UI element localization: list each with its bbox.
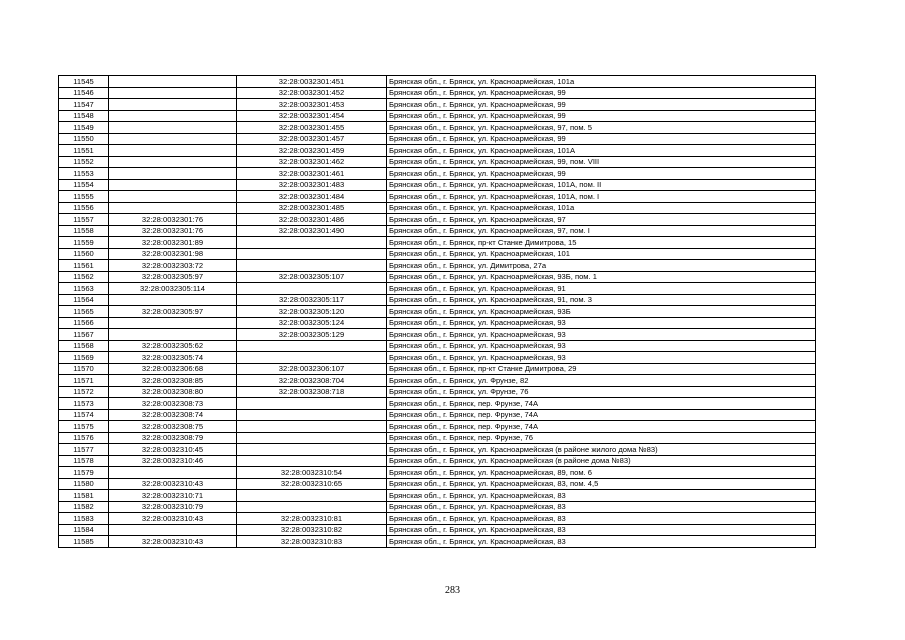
table-row xyxy=(59,432,816,444)
building-cadastral-number-cell: 32:28:0032306:107 xyxy=(237,363,387,375)
land-plot-cadastral-number-cell xyxy=(109,329,237,341)
address-cell: Брянская обл., г. Брянск, ул. Красноармейская, 89, пом. 6 xyxy=(387,467,816,479)
building-cadastral-number-cell: 32:28:0032301:483 xyxy=(237,179,387,191)
row-number-cell: 11552 xyxy=(59,156,109,168)
address-cell: Брянская обл., г. Брянск, пер. Фрунзе, 74А xyxy=(387,398,816,410)
land-plot-cadastral-number-cell: 32:28:0032305:62 xyxy=(109,340,237,352)
address-cell: Брянская обл., г. Брянск, ул. Красноармейская (в районе дома №83) xyxy=(387,455,816,467)
building-cadastral-number-cell xyxy=(237,432,387,444)
building-cadastral-number-cell: 32:28:0032308:718 xyxy=(237,386,387,398)
building-cadastral-number-cell: 32:28:0032310:54 xyxy=(237,467,387,479)
table-row xyxy=(59,225,816,237)
land-plot-cadastral-number-cell xyxy=(109,294,237,306)
table-row xyxy=(59,409,816,421)
building-cadastral-number-cell: 32:28:0032310:65 xyxy=(237,478,387,490)
address-cell: Брянская обл., г. Брянск, ул. Красноармейская, 83 xyxy=(387,524,816,536)
table-row xyxy=(59,294,816,306)
table-row xyxy=(59,87,816,99)
land-plot-cadastral-number-cell: 32:28:0032305:74 xyxy=(109,352,237,364)
address-cell: Брянская обл., г. Брянск, ул. Красноармейская, 97, пом. 5 xyxy=(387,122,816,134)
building-cadastral-number-cell xyxy=(237,398,387,410)
land-plot-cadastral-number-cell: 32:28:0032308:74 xyxy=(109,409,237,421)
address-cell: Брянская обл., г. Брянск, ул. Красноармейская, 99 xyxy=(387,99,816,111)
table-row xyxy=(59,455,816,467)
address-cell: Брянская обл., г. Брянск, ул. Красноармейская, 101А, пом. II xyxy=(387,179,816,191)
land-plot-cadastral-number-cell xyxy=(109,202,237,214)
table-row xyxy=(59,191,816,203)
address-cell: Брянская обл., г. Брянск, ул. Красноармейская, 93 xyxy=(387,329,816,341)
building-cadastral-number-cell: 32:28:0032301:454 xyxy=(237,110,387,122)
row-number-cell: 11551 xyxy=(59,145,109,157)
table-row xyxy=(59,375,816,387)
building-cadastral-number-cell: 32:28:0032301:490 xyxy=(237,225,387,237)
row-number-cell: 11578 xyxy=(59,455,109,467)
building-cadastral-number-cell xyxy=(237,260,387,272)
building-cadastral-number-cell xyxy=(237,352,387,364)
row-number-cell: 11585 xyxy=(59,536,109,548)
building-cadastral-number-cell: 32:28:0032301:455 xyxy=(237,122,387,134)
address-cell: Брянская обл., г. Брянск, ул. Красноармейская, 101а xyxy=(387,202,816,214)
land-plot-cadastral-number-cell: 32:28:0032305:97 xyxy=(109,306,237,318)
row-number-cell: 11557 xyxy=(59,214,109,226)
land-plot-cadastral-number-cell: 32:28:0032301:98 xyxy=(109,248,237,260)
building-cadastral-number-cell xyxy=(237,340,387,352)
address-cell: Брянская обл., г. Брянск, ул. Красноармейская, 83, пом. 4,5 xyxy=(387,478,816,490)
land-plot-cadastral-number-cell xyxy=(109,133,237,145)
address-cell: Брянская обл., г. Брянск, ул. Димитрова, 27а xyxy=(387,260,816,272)
building-cadastral-number-cell: 32:28:0032301:452 xyxy=(237,87,387,99)
address-cell: Брянская обл., г. Брянск, ул. Красноармейская, 91 xyxy=(387,283,816,295)
row-number-cell: 11561 xyxy=(59,260,109,272)
row-number-cell: 11548 xyxy=(59,110,109,122)
land-plot-cadastral-number-cell: 32:28:0032303:72 xyxy=(109,260,237,272)
address-cell: Брянская обл., г. Брянск, ул. Красноармейская, 93 xyxy=(387,352,816,364)
address-cell: Брянская обл., г. Брянск, ул. Красноармейская, 83 xyxy=(387,536,816,548)
building-cadastral-number-cell: 32:28:0032305:120 xyxy=(237,306,387,318)
address-cell: Брянская обл., г. Брянск, ул. Красноармейская, 93 xyxy=(387,340,816,352)
row-number-cell: 11564 xyxy=(59,294,109,306)
land-plot-cadastral-number-cell: 32:28:0032310:79 xyxy=(109,501,237,513)
table-row xyxy=(59,214,816,226)
building-cadastral-number-cell: 32:28:0032301:461 xyxy=(237,168,387,180)
land-plot-cadastral-number-cell: 32:28:0032308:85 xyxy=(109,375,237,387)
row-number-cell: 11545 xyxy=(59,76,109,88)
row-number-cell: 11558 xyxy=(59,225,109,237)
building-cadastral-number-cell xyxy=(237,409,387,421)
land-plot-cadastral-number-cell xyxy=(109,122,237,134)
table-row xyxy=(59,145,816,157)
table-row xyxy=(59,329,816,341)
land-plot-cadastral-number-cell: 32:28:0032310:43 xyxy=(109,478,237,490)
row-number-cell: 11555 xyxy=(59,191,109,203)
building-cadastral-number-cell: 32:28:0032305:117 xyxy=(237,294,387,306)
row-number-cell: 11559 xyxy=(59,237,109,249)
row-number-cell: 11566 xyxy=(59,317,109,329)
table-row xyxy=(59,99,816,111)
building-cadastral-number-cell xyxy=(237,455,387,467)
building-cadastral-number-cell: 32:28:0032308:704 xyxy=(237,375,387,387)
land-plot-cadastral-number-cell: 32:28:0032310:43 xyxy=(109,513,237,525)
building-cadastral-number-cell xyxy=(237,444,387,456)
address-cell: Брянская обл., г. Брянск, ул. Красноармейская, 99 xyxy=(387,168,816,180)
table-row xyxy=(59,386,816,398)
land-plot-cadastral-number-cell: 32:28:0032308:73 xyxy=(109,398,237,410)
table-row xyxy=(59,490,816,502)
row-number-cell: 11580 xyxy=(59,478,109,490)
table-row xyxy=(59,248,816,260)
land-plot-cadastral-number-cell: 32:28:0032308:75 xyxy=(109,421,237,433)
table-row xyxy=(59,122,816,134)
address-cell: Брянская обл., г. Брянск, ул. Красноармейская, 101А xyxy=(387,145,816,157)
table-row xyxy=(59,478,816,490)
table-row xyxy=(59,398,816,410)
land-plot-cadastral-number-cell xyxy=(109,168,237,180)
land-plot-cadastral-number-cell: 32:28:0032308:80 xyxy=(109,386,237,398)
land-plot-cadastral-number-cell: 32:28:0032306:68 xyxy=(109,363,237,375)
table-row xyxy=(59,467,816,479)
address-cell: Брянская обл., г. Брянск, ул. Красноармейская, 97 xyxy=(387,214,816,226)
address-cell: Брянская обл., г. Брянск, ул. Красноармейская, 101 xyxy=(387,248,816,260)
row-number-cell: 11577 xyxy=(59,444,109,456)
row-number-cell: 11560 xyxy=(59,248,109,260)
address-cell: Брянская обл., г. Брянск, ул. Фрунзе, 76 xyxy=(387,386,816,398)
row-number-cell: 11570 xyxy=(59,363,109,375)
table-row xyxy=(59,283,816,295)
row-number-cell: 11572 xyxy=(59,386,109,398)
address-cell: Брянская обл., г. Брянск, пер. Фрунзе, 74А xyxy=(387,421,816,433)
land-plot-cadastral-number-cell: 32:28:0032310:45 xyxy=(109,444,237,456)
address-cell: Брянская обл., г. Брянск, ул. Красноармейская, 99, пом. VIII xyxy=(387,156,816,168)
land-plot-cadastral-number-cell: 32:28:0032301:89 xyxy=(109,237,237,249)
table-row xyxy=(59,317,816,329)
address-cell: Брянская обл., г. Брянск, ул. Красноармейская, 93Б, пом. 1 xyxy=(387,271,816,283)
land-plot-cadastral-number-cell: 32:28:0032310:46 xyxy=(109,455,237,467)
land-plot-cadastral-number-cell: 32:28:0032305:114 xyxy=(109,283,237,295)
row-number-cell: 11579 xyxy=(59,467,109,479)
building-cadastral-number-cell xyxy=(237,237,387,249)
address-cell: Брянская обл., г. Брянск, ул. Красноармейская, 93Б xyxy=(387,306,816,318)
building-cadastral-number-cell xyxy=(237,421,387,433)
row-number-cell: 11576 xyxy=(59,432,109,444)
row-number-cell: 11563 xyxy=(59,283,109,295)
building-cadastral-number-cell: 32:28:0032301:485 xyxy=(237,202,387,214)
row-number-cell: 11581 xyxy=(59,490,109,502)
address-cell: Брянская обл., г. Брянск, ул. Красноармейская, 83 xyxy=(387,501,816,513)
row-number-cell: 11569 xyxy=(59,352,109,364)
table-row xyxy=(59,306,816,318)
table-row xyxy=(59,156,816,168)
building-cadastral-number-cell: 32:28:0032305:124 xyxy=(237,317,387,329)
land-plot-cadastral-number-cell xyxy=(109,110,237,122)
land-plot-cadastral-number-cell xyxy=(109,156,237,168)
row-number-cell: 11573 xyxy=(59,398,109,410)
row-number-cell: 11575 xyxy=(59,421,109,433)
table-row xyxy=(59,237,816,249)
building-cadastral-number-cell: 32:28:0032301:484 xyxy=(237,191,387,203)
address-cell: Брянская обл., г. Брянск, пер. Фрунзе, 76 xyxy=(387,432,816,444)
row-number-cell: 11553 xyxy=(59,168,109,180)
table-row xyxy=(59,501,816,513)
land-plot-cadastral-number-cell xyxy=(109,179,237,191)
land-plot-cadastral-number-cell xyxy=(109,524,237,536)
address-cell: Брянская обл., г. Брянск, ул. Красноармейская, 99 xyxy=(387,110,816,122)
address-cell: Брянская обл., г. Брянск, ул. Красноармейская, 93 xyxy=(387,317,816,329)
address-cell: Брянская обл., г. Брянск, ул. Красноармейская (в районе жилого дома №83) xyxy=(387,444,816,456)
row-number-cell: 11565 xyxy=(59,306,109,318)
table-row xyxy=(59,76,816,88)
address-cell: Брянская обл., г. Брянск, ул. Красноармейская, 97, пом. I xyxy=(387,225,816,237)
row-number-cell: 11547 xyxy=(59,99,109,111)
row-number-cell: 11556 xyxy=(59,202,109,214)
land-plot-cadastral-number-cell xyxy=(109,99,237,111)
table-row xyxy=(59,363,816,375)
land-plot-cadastral-number-cell: 32:28:0032310:43 xyxy=(109,536,237,548)
address-cell: Брянская обл., г. Брянск, ул. Красноармейская, 101А, пом. I xyxy=(387,191,816,203)
address-cell: Брянская обл., г. Брянск, ул. Красноармейская, 83 xyxy=(387,513,816,525)
table-row xyxy=(59,421,816,433)
row-number-cell: 11546 xyxy=(59,87,109,99)
address-cell: Брянская обл., г. Брянск, пр-кт Станке Димитрова, 29 xyxy=(387,363,816,375)
land-plot-cadastral-number-cell xyxy=(109,191,237,203)
table-row xyxy=(59,444,816,456)
table-row xyxy=(59,513,816,525)
building-cadastral-number-cell xyxy=(237,501,387,513)
address-cell: Брянская обл., г. Брянск, пер. Фрунзе, 74А xyxy=(387,409,816,421)
land-plot-cadastral-number-cell: 32:28:0032301:76 xyxy=(109,225,237,237)
table-row xyxy=(59,202,816,214)
building-cadastral-number-cell: 32:28:0032301:457 xyxy=(237,133,387,145)
row-number-cell: 11574 xyxy=(59,409,109,421)
land-plot-cadastral-number-cell: 32:28:0032301:76 xyxy=(109,214,237,226)
row-number-cell: 11582 xyxy=(59,501,109,513)
cadastral-table xyxy=(58,75,816,548)
row-number-cell: 11550 xyxy=(59,133,109,145)
row-number-cell: 11571 xyxy=(59,375,109,387)
table-body xyxy=(59,76,816,548)
land-plot-cadastral-number-cell: 32:28:0032308:79 xyxy=(109,432,237,444)
address-cell: Брянская обл., г. Брянск, ул. Красноармейская, 83 xyxy=(387,490,816,502)
row-number-cell: 11562 xyxy=(59,271,109,283)
row-number-cell: 11568 xyxy=(59,340,109,352)
row-number-cell: 11584 xyxy=(59,524,109,536)
row-number-cell: 11554 xyxy=(59,179,109,191)
land-plot-cadastral-number-cell xyxy=(109,145,237,157)
building-cadastral-number-cell: 32:28:0032305:107 xyxy=(237,271,387,283)
table-row xyxy=(59,260,816,272)
address-cell: Брянская обл., г. Брянск, ул. Красноармейская, 91, пом. 3 xyxy=(387,294,816,306)
table-row xyxy=(59,271,816,283)
page-number: 283 xyxy=(445,585,460,596)
address-cell: Брянская обл., г. Брянск, пр-кт Станке Димитрова, 15 xyxy=(387,237,816,249)
land-plot-cadastral-number-cell xyxy=(109,87,237,99)
address-cell: Брянская обл., г. Брянск, ул. Красноармейская, 101а xyxy=(387,76,816,88)
row-number-cell: 11549 xyxy=(59,122,109,134)
land-plot-cadastral-number-cell: 32:28:0032310:71 xyxy=(109,490,237,502)
building-cadastral-number-cell: 32:28:0032305:129 xyxy=(237,329,387,341)
address-cell: Брянская обл., г. Брянск, ул. Фрунзе, 82 xyxy=(387,375,816,387)
address-cell: Брянская обл., г. Брянск, ул. Красноармейская, 99 xyxy=(387,87,816,99)
building-cadastral-number-cell xyxy=(237,248,387,260)
table-row xyxy=(59,536,816,548)
table-row xyxy=(59,168,816,180)
row-number-cell: 11567 xyxy=(59,329,109,341)
building-cadastral-number-cell: 32:28:0032301:459 xyxy=(237,145,387,157)
building-cadastral-number-cell: 32:28:0032310:82 xyxy=(237,524,387,536)
land-plot-cadastral-number-cell xyxy=(109,76,237,88)
table-row xyxy=(59,133,816,145)
address-cell: Брянская обл., г. Брянск, ул. Красноармейская, 99 xyxy=(387,133,816,145)
building-cadastral-number-cell: 32:28:0032301:453 xyxy=(237,99,387,111)
table-row xyxy=(59,340,816,352)
building-cadastral-number-cell: 32:28:0032301:462 xyxy=(237,156,387,168)
land-plot-cadastral-number-cell: 32:28:0032305:97 xyxy=(109,271,237,283)
table-row xyxy=(59,524,816,536)
building-cadastral-number-cell: 32:28:0032301:486 xyxy=(237,214,387,226)
building-cadastral-number-cell: 32:28:0032310:83 xyxy=(237,536,387,548)
land-plot-cadastral-number-cell xyxy=(109,317,237,329)
row-number-cell: 11583 xyxy=(59,513,109,525)
building-cadastral-number-cell: 32:28:0032301:451 xyxy=(237,76,387,88)
table-row xyxy=(59,110,816,122)
land-plot-cadastral-number-cell xyxy=(109,467,237,479)
building-cadastral-number-cell: 32:28:0032310:81 xyxy=(237,513,387,525)
building-cadastral-number-cell xyxy=(237,283,387,295)
building-cadastral-number-cell xyxy=(237,490,387,502)
table-row xyxy=(59,179,816,191)
table-row xyxy=(59,352,816,364)
